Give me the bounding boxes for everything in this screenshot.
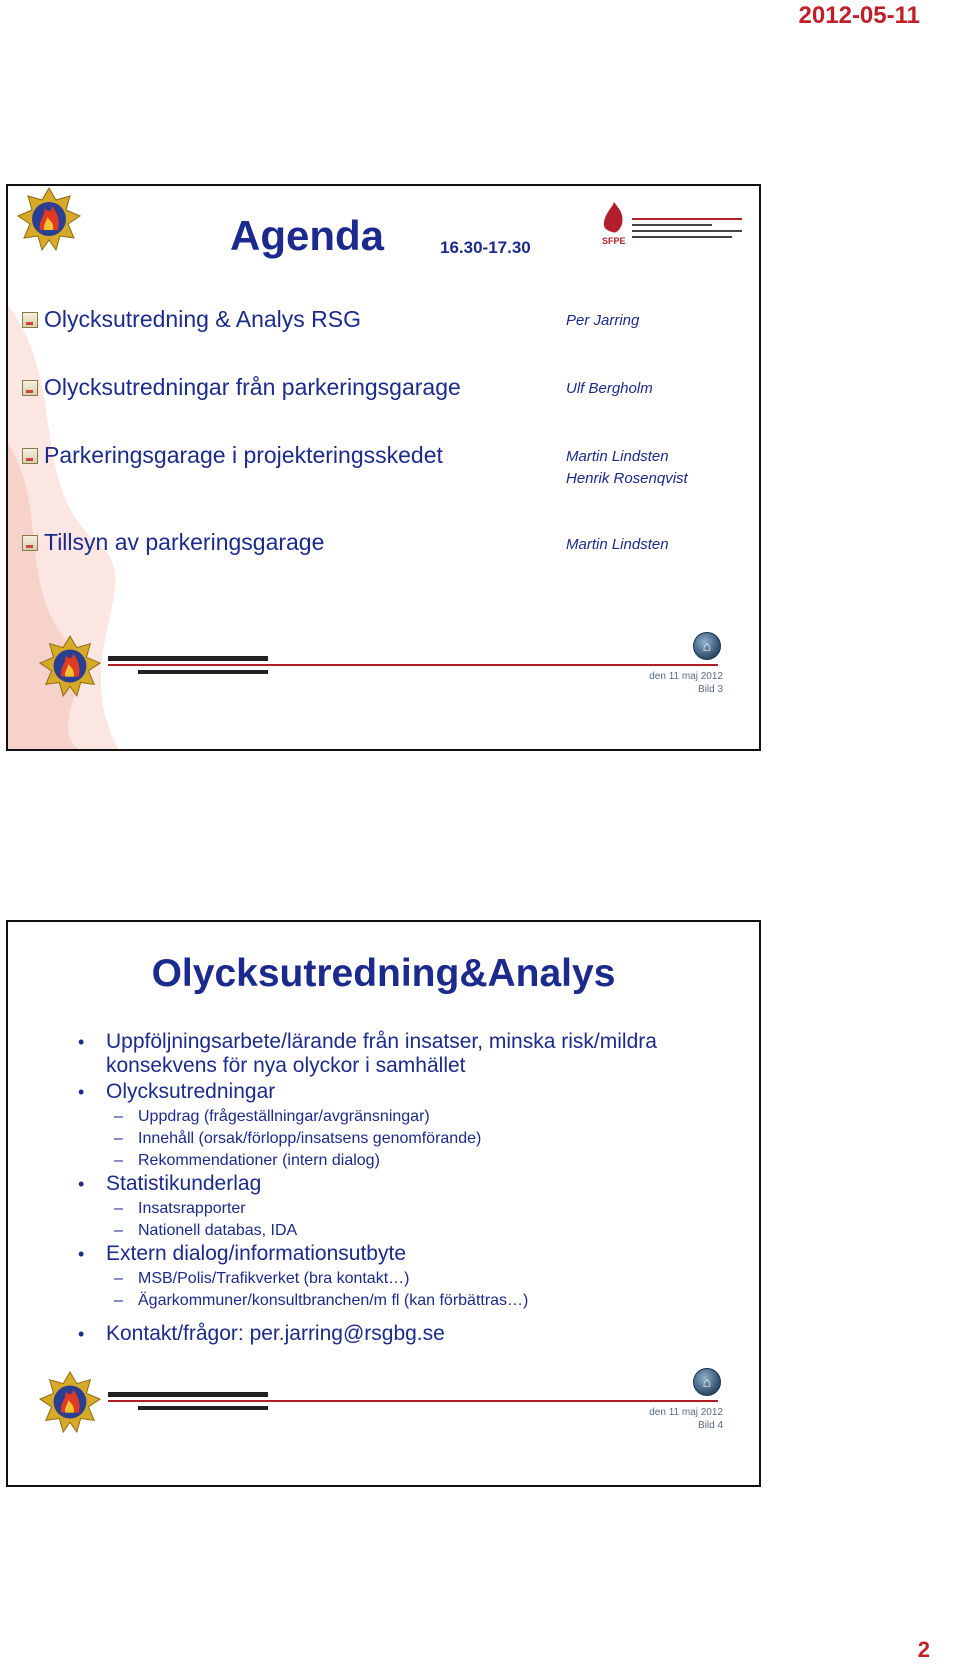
agenda-item-text: Tillsyn av parkeringsgarage [44, 529, 325, 555]
rsg-brand-wordmark [108, 654, 278, 682]
sub-bullet-item: – Ägarkommuner/konsultbranchen/m fl (kan förbättras…) [78, 1290, 738, 1312]
document-bullet-icon [22, 312, 38, 328]
agenda-presenter: Ulf Bergholm [566, 380, 653, 397]
slide-footer-number: Bild 3 [697, 684, 723, 695]
slide-footer-meta [649, 1406, 723, 1432]
slide-footer-number: Bild 4 [697, 1420, 723, 1431]
rsg-crest-footer-logo [38, 634, 102, 698]
agenda-item-4 [22, 529, 324, 556]
agenda-item-text: Olycksutredning & Analys RSG [44, 306, 362, 332]
agenda-item-text: Olycksutredningar från parkeringsgarage [44, 374, 461, 400]
slide-footer-meta [649, 670, 723, 696]
agenda-item-text: Parkeringsgarage i projekteringsskedet [44, 442, 443, 468]
page-date: 2012-05-11 [798, 2, 920, 29]
agenda-time: 16.30-17.30 [440, 238, 531, 257]
agenda-item-1 [22, 306, 361, 333]
slide-footer-date: den 11 maj 2012 [649, 671, 723, 682]
slide-agenda [6, 184, 761, 751]
bullet-item: • Olycksutredningar [78, 1080, 738, 1104]
slide-olycksutredning [6, 920, 761, 1487]
sub-bullet-item: – MSB/Polis/Trafikverket (bra kontakt…) [78, 1268, 738, 1290]
agenda-item-3 [22, 442, 443, 469]
home-icon[interactable]: ⌂ [693, 632, 721, 660]
agenda-item-2 [22, 374, 461, 401]
slide-footer-date: den 11 maj 2012 [649, 1407, 723, 1418]
sub-bullet-item: – Rekommendationer (intern dialog) [78, 1150, 738, 1172]
sub-bullet-item: – Uppdrag (frågeställningar/avgränsningar) [78, 1106, 738, 1128]
rsg-crest-logo [16, 186, 82, 252]
footer-divider [108, 664, 718, 666]
footer-divider [108, 1400, 718, 1402]
bullet-item: • Extern dialog/informationsutbyte [78, 1242, 738, 1266]
bullet-item: • Statistikunderlag [78, 1172, 738, 1196]
sub-bullet-item: – Insatsrapporter [78, 1198, 738, 1220]
contact-bullet: • Kontakt/frågor: per.jarring@rsgbg.se [78, 1322, 738, 1346]
document-bullet-icon [22, 448, 38, 464]
agenda-presenter: Martin Lindsten [566, 536, 669, 553]
rsg-crest-footer-logo [38, 1370, 102, 1434]
agenda-presenter: Martin Lindsten Henrik Rosenqvist [566, 448, 688, 487]
agenda-title: Agenda [230, 212, 385, 259]
sub-bullet-item: – Nationell databas, IDA [78, 1220, 738, 1242]
bullet-list [78, 1030, 738, 1348]
sfpe-logo [598, 200, 748, 250]
home-icon[interactable]: ⌂ [693, 1368, 721, 1396]
document-bullet-icon [22, 535, 38, 551]
page-number: 2 [917, 1637, 930, 1662]
document-bullet-icon [22, 380, 38, 396]
agenda-presenter: Per Jarring [566, 312, 640, 329]
slide-title: Olycksutredning&Analys [151, 952, 616, 995]
bullet-item: • Uppföljningsarbete/lärande från insatser, minska risk/mildra konsekvens för nya olyckor i samhället [78, 1030, 738, 1078]
sub-bullet-item: – Innehåll (orsak/förlopp/insatsens genomförande) [78, 1128, 738, 1150]
svg-text:SFPE: SFPE [602, 236, 626, 246]
rsg-brand-wordmark [108, 1390, 278, 1418]
